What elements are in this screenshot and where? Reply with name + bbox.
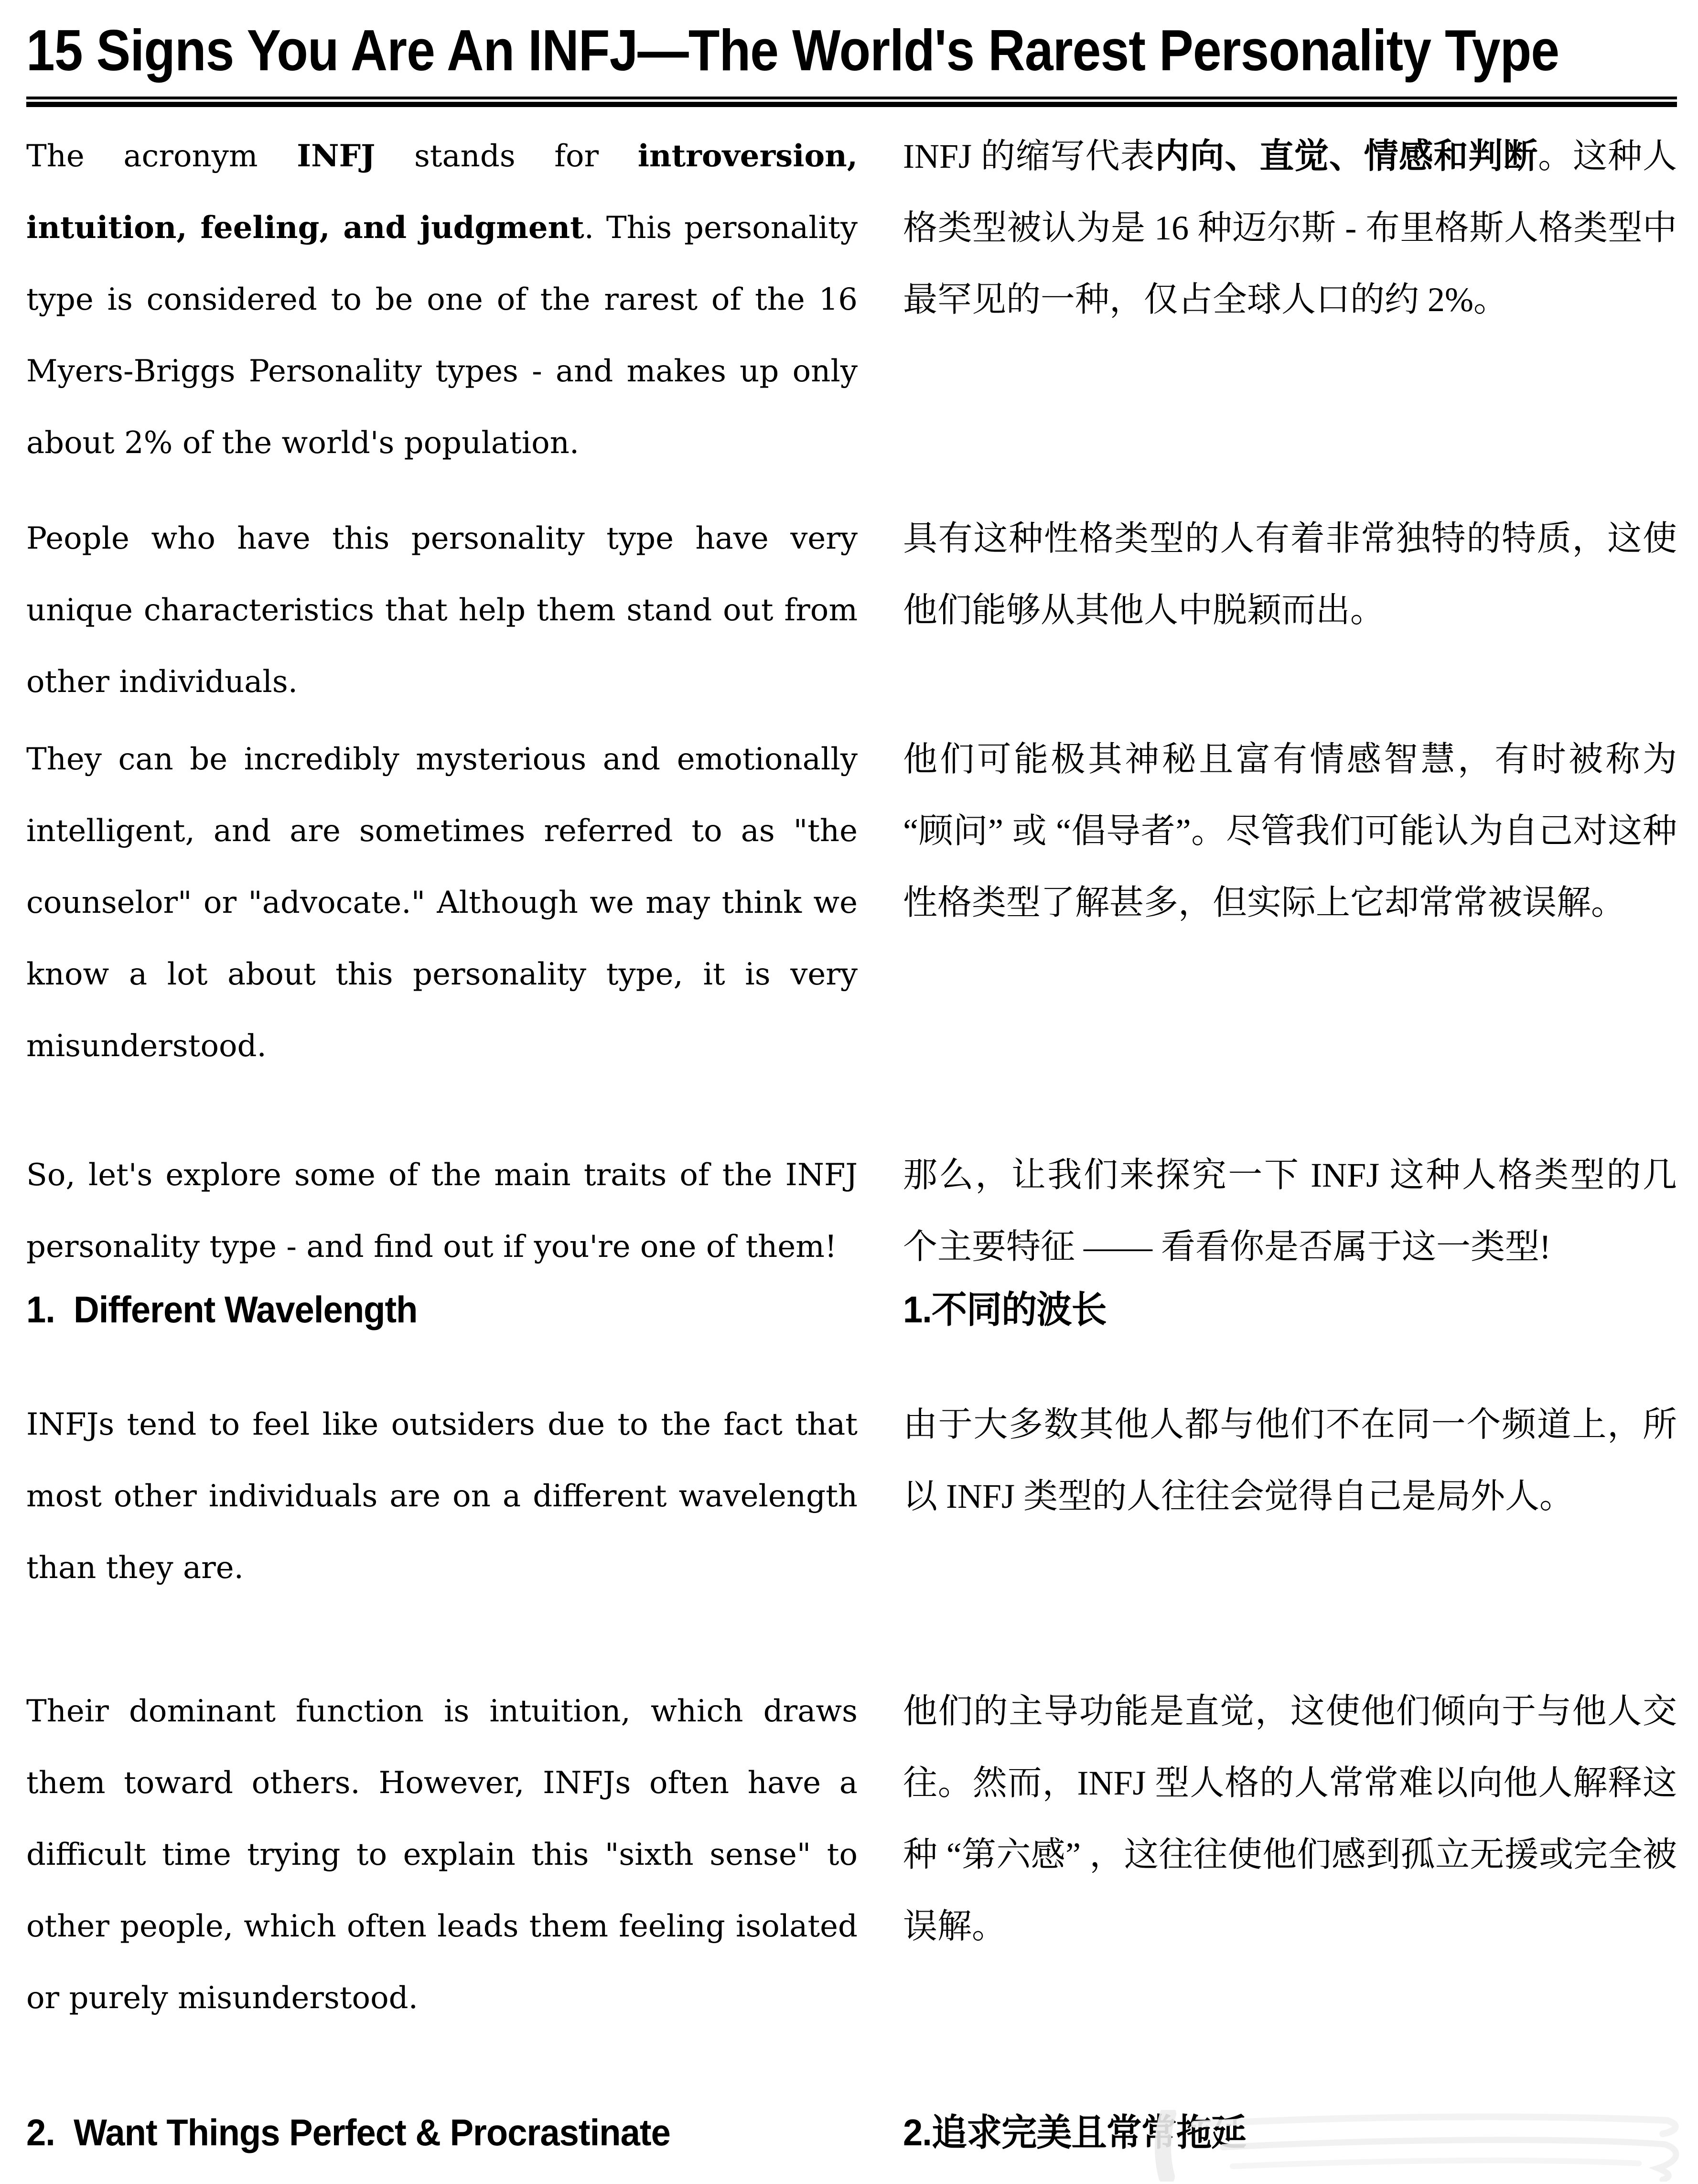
divider-thick-line (26, 102, 1677, 107)
bold-text-segment: introversion, intuition, feeling, and judgment (26, 138, 858, 246)
text-segment: 。这种人格类型被认为是 16 种迈尔斯 - 布里格斯人格类型中最罕见的一种，仅占全球人口的约 2%。 (903, 137, 1677, 319)
chinese-column-cell (903, 120, 1677, 335)
paragraph-row-2 (26, 503, 1677, 718)
english-column-cell (26, 1139, 858, 1283)
chinese-section-heading-1: 1.不同的波长 (903, 1288, 1107, 1330)
chinese-section-heading-2: 2.追求完美且常常拖延 (903, 2111, 1247, 2153)
section-heading-row-1 (26, 1283, 1677, 1336)
english-column-cell (26, 1676, 858, 2034)
paragraph-row-5 (26, 1389, 1677, 1604)
watermark-smudge (1123, 2110, 1696, 2182)
english-paragraph-4: So, let's explore some of the main traits of the INFJ personality type - and find out if you're one of them! (26, 1157, 858, 1265)
english-section-heading-1: 1. Different Wavelength (26, 1288, 418, 1330)
chinese-column-cell (903, 1676, 1677, 1962)
chinese-paragraph-1 (903, 120, 1677, 335)
chinese-paragraph-6: 他们的主导功能是直觉，这使他们倾向于与他人交往。然而，INFJ 型人格的人常常难以向他人解释这种 “第六感” ，这往往使他们感到孤立无援或完全被误解。 (903, 1692, 1677, 1946)
english-column-cell (26, 2106, 858, 2159)
english-paragraph-6: Their dominant function is intuition, which draws them toward others. However, INFJs often have a difficult time trying to explain this "sixth sense" to other people, which often leads them feeling isolated or purely misunderstood. (26, 1694, 858, 2016)
bold-text-segment: INFJ (297, 138, 376, 174)
english-column-cell (26, 724, 858, 1082)
chinese-paragraph-2: 具有这种性格类型的人有着非常独特的特质，这使他们能够从其他人中脱颖而出。 (903, 519, 1677, 629)
text-segment: INFJ 的缩写代表 (903, 137, 1155, 175)
english-paragraph-3: They can be incredibly mysterious and emotionally intelligent, and are sometimes referred to as "the counselor" or "advocate." Although we may think we know a lot about this personality type, it is very misunderstood. (26, 742, 858, 1064)
text-segment: The acronym (26, 139, 297, 174)
page-title: 15 Signs You Are An INFJ—The World's Rarest Personality Type (26, 18, 1559, 83)
chinese-paragraph-3: 他们可能极其神秘且富有情感智慧，有时被称为 “顾问” 或 “倡导者”。尽管我们可能认为自己对这种性格类型了解甚多，但实际上它却常常被误解。 (903, 740, 1677, 922)
english-paragraph-2: People who have this personality type have very unique characteristics that help them stand out from other individuals. (26, 521, 858, 700)
english-paragraph-5: INFJs tend to feel like outsiders due to the fact that most other individuals are on a different wavelength than they are. (26, 1407, 858, 1586)
text-segment: stands for (375, 139, 638, 174)
english-paragraph-1 (26, 120, 858, 479)
chinese-column-cell (903, 724, 1677, 939)
bold-text-segment: 内向、直觉、情感和判断 (1155, 137, 1538, 175)
chinese-paragraph-5: 由于大多数其他人都与他们不在同一个频道上，所以 INFJ 类型的人往往会觉得自己是局外人。 (903, 1406, 1677, 1515)
paragraph-row-3 (26, 724, 1677, 1082)
paragraph-row-4 (26, 1139, 1677, 1283)
english-column-cell (26, 503, 858, 718)
chinese-column-cell (903, 503, 1677, 646)
divider-thin-line (26, 97, 1677, 99)
english-column-cell (26, 120, 858, 479)
english-column-cell (26, 1283, 858, 1336)
chinese-column-cell (903, 1389, 1677, 1532)
chinese-column-cell (903, 1139, 1677, 1283)
text-segment: . This personality type is considered to be one of the rarest of the 16 Myers-Briggs Personality types - and makes up only about 2% of the world's population. (26, 210, 858, 461)
title-divider (26, 97, 1677, 107)
english-column-cell (26, 1389, 858, 1604)
chinese-paragraph-4: 那么，让我们来探究一下 INFJ 这种人格类型的几个主要特征 —— 看看你是否属于这一类型! (903, 1156, 1677, 1266)
english-section-heading-2: 2. Want Things Perfect & Procrastinate (26, 2111, 670, 2153)
chinese-column-cell (903, 1283, 1677, 1336)
paragraph-row-1 (26, 120, 1677, 479)
paragraph-row-6 (26, 1676, 1677, 2034)
